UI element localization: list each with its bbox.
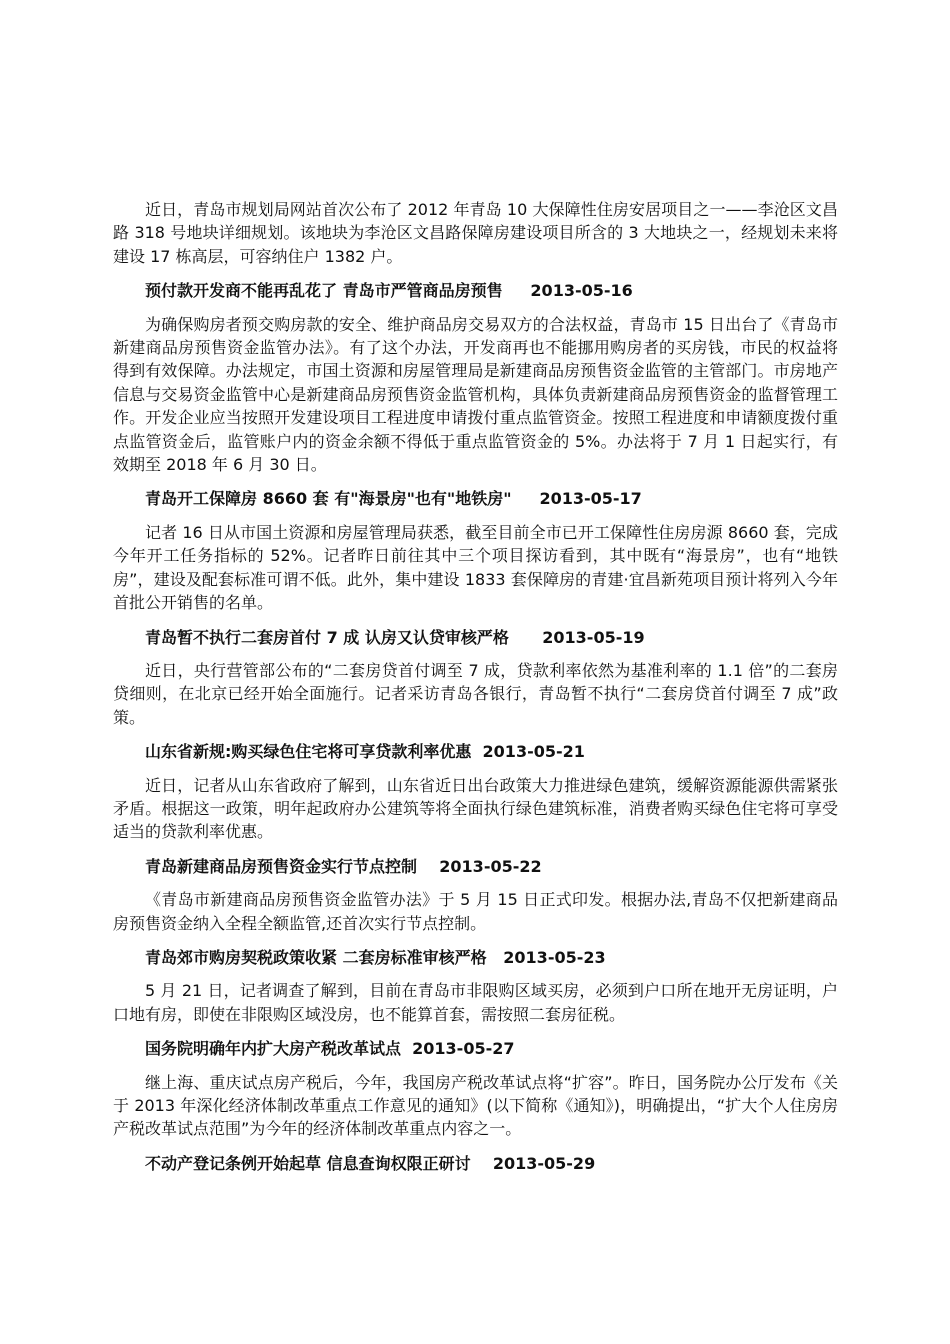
paragraph: 近日，记者从山东省政府了解到，山东省近日出台政策大力推进绿色建筑，缓解资源能源供需紧张矛盾。根据这一政策，明年起政府办公建筑等将全面执行绿色建筑标准，消费者购买绿色住宅将可享受适当的贷款利率优惠。: [113, 775, 838, 842]
document-body: [113, 198, 838, 1185]
paragraph: 为确保购房者预交购房款的安全、维护商品房交易双方的合法权益，青岛市 15 日出台了《青岛市新建商品房预售资金监管办法》。有了这个办法，开发商再也不能挪用购房者的买房钱，市民的权益将得到有效保障。办法规定，市国土资源和房屋管理局是新建商品房预售资金监管的主管部门。市房地产信息与交易资金监管中心是新建商品房预售资金监管机构，具体负责新建商品房预售资金的监督管理工作。开发企业应当按照开发建设项目工程进度申请拨付重点监管资金。按照工程进度和申请额度拨付重点监管资金后，监管账户内的资金余额不得低于重点监管资金的 5%。办法将于 7 月 1 日起实行，有效期至 2018 年 6 月 30 日。: [113, 314, 838, 475]
paragraph: 继上海、重庆试点房产税后，今年，我国房产税改革试点将“扩容”。昨日，国务院办公厅发布《关于 2013 年深化经济体制改革重点工作意见的通知》(以下简称《通知》)，明确提出，“扩大个人住房房产税改革试点范围”为今年的经济体制改革重点内容之一。: [113, 1072, 838, 1139]
news-headline: 国务院明确年内扩大房产税改革试点 2013-05-27: [145, 1039, 515, 1059]
paragraph: 《青岛市新建商品房预售资金监管办法》于 5 月 15 日正式印发。根据办法,青岛不仅把新建商品房预售资金纳入全程全额监管,还首次实行节点控制。: [113, 890, 838, 933]
news-headline: 青岛暂不执行二套房首付 7 成 认房又认贷审核严格 2013-05-19: [145, 627, 645, 647]
paragraph: 5 月 21 日，记者调查了解到，目前在青岛市非限购区域买房，必须到户口所在地开无房证明，户口地有房，即使在非限购区域没房，也不能算首套，需按照二套房征税。: [113, 981, 838, 1024]
paragraph: 记者 16 日从市国土资源和房屋管理局获悉，截至目前全市已开工保障性住房房源 8660 套，完成今年开工任务指标的 52%。记者昨日前往其中三个项目探访看到，其中既有“海景房”，也有“地铁房”，建设及配套标准可谓不低。此外，集中建设 1833 套保障房的青建·宜昌新苑项目预计将列入今年首批公开销售的名单。: [113, 522, 838, 613]
paragraph: 近日，青岛市规划局网站首次公布了 2012 年青岛 10 大保障性住房安居项目之一——李沧区文昌路 318 号地块详细规划。该地块为李沧区文昌路保障房建设项目所含的 3 大地块之一，经规划未来将建设 17 栋高层，可容纳住户 1382 户。: [113, 200, 838, 266]
news-headline: 青岛郊市购房契税政策收紧 二套房标准审核严格 2013-05-23: [145, 947, 606, 967]
paragraph: 近日，央行营管部公布的“二套房贷首付调至 7 成，贷款利率依然为基准利率的 1.1 倍”的二套房贷细则，在北京已经开始全面施行。记者采访青岛各银行，青岛暂不执行“二套房贷首付调至 7 成”政策。: [113, 660, 838, 727]
news-headline: 青岛新建商品房预售资金实行节点控制 2013-05-22: [145, 856, 542, 876]
news-headline: 预付款开发商不能再乱花了 青岛市严管商品房预售 2013-05-16: [145, 281, 633, 301]
news-headline: 青岛开工保障房 8660 套 有"海景房"也有"地铁房" 2013-05-17: [145, 489, 642, 509]
news-headline: 不动产登记条例开始起草 信息查询权限正研讨 2013-05-29: [145, 1153, 596, 1173]
news-headline: 山东省新规:购买绿色住宅将可享贷款利率优惠 2013-05-21: [145, 742, 585, 762]
